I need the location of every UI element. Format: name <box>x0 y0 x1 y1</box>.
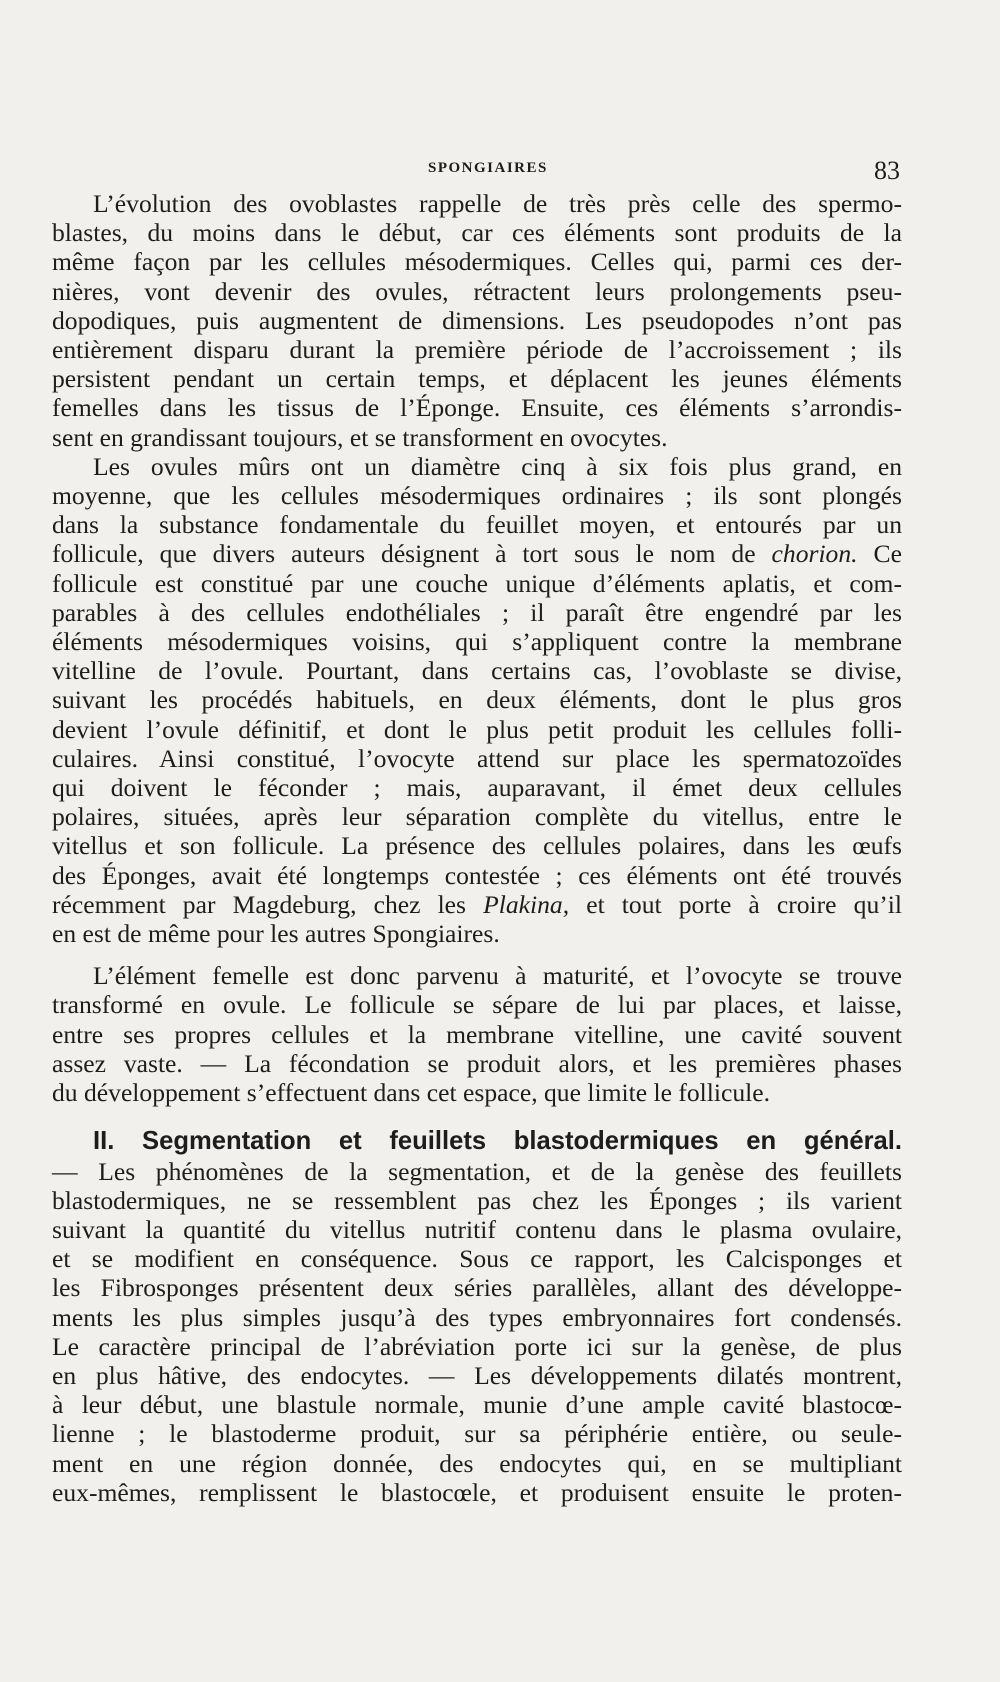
text-line: en plus hâtive, des endocytes. — Les développements dilatés montrent, <box>52 1360 902 1390</box>
text-line: ments les plus simples jusqu’à des types embryonnaires fort condensés. <box>52 1302 902 1332</box>
paragraph-2 <box>52 452 902 948</box>
running-head: SPONGIAIRES <box>428 160 548 176</box>
text-line: — Les phénomènes de la segmentation, et de la genèse des feuillets <box>52 1156 902 1186</box>
text-line: même façon par les cellules mésodermiques. Celles qui, parmi ces der- <box>52 247 902 277</box>
text-line: des Éponges, avait été longtemps contestée ; ces éléments ont été trouvés <box>52 860 902 890</box>
paragraph-1 <box>52 189 902 452</box>
text-line: à leur début, une blastule normale, munie d’une ample cavité blastocœ- <box>52 1390 902 1420</box>
text-line: entièrement disparu durant la première période de l’accroissement ; ils <box>52 335 902 365</box>
text-line: Les ovules mûrs ont un diamètre cinq à six fois plus grand, en <box>93 451 902 481</box>
text-line: parables à des cellules endothéliales ; il paraît être engendré par les <box>52 597 902 627</box>
text-line: polaires, situées, après leur séparation complète du vitellus, entre le <box>52 802 902 832</box>
text-line: vitelline de l’ovule. Pourtant, dans certains cas, l’ovoblaste se divise, <box>52 656 902 686</box>
text-line: Le caractère principal de l’abréviation porte ici sur la genèse, de plus <box>52 1331 902 1361</box>
text-line: lienne ; le blastoderme produit, sur sa périphérie entière, ou seule- <box>52 1419 902 1449</box>
text-segment: follicule, que divers auteurs désignent à tort sous le nom de <box>52 539 772 569</box>
text-line: ment en une région donnée, des endocytes qui, en se multipliant <box>52 1448 902 1478</box>
text-line: suivant la quantité du vitellus nutritif contenu dans le plasma ovulaire, <box>52 1214 902 1244</box>
text-line: suivant les procédés habituels, en deux éléments, dont le plus gros <box>52 685 902 715</box>
text-line: L’évolution des ovoblastes rappelle de très près celle des spermo- <box>93 189 902 218</box>
text-segment: et tout porte à croire qu’il <box>569 889 902 919</box>
text-line: dans la substance fondamentale du feuillet moyen, et entourés par un <box>52 510 902 540</box>
body-text <box>52 189 902 1507</box>
text-line: sent en grandissant toujours, et se transforment en ovocytes. <box>52 422 668 452</box>
text-line: persistent pendant un certain temps, et déplacent les jeunes éléments <box>52 364 902 394</box>
text-line: blastodermiques, ne se ressemblent pas chez les Éponges ; ils varient <box>52 1185 902 1215</box>
text-line: L’élément femelle est donc parvenu à maturité, et l’ovocyte se trouve <box>93 961 902 991</box>
text-line: éléments mésodermiques voisins, qui s’appliquent contre la membrane <box>52 627 902 657</box>
text-line: femelles dans les tissus de l’Éponge. Ensuite, ces éléments s’arrondis- <box>52 393 902 423</box>
text-line: en est de même pour les autres Spongiaires. <box>52 919 500 949</box>
text-line: vitellus et son follicule. La présence des cellules polaires, dans les œufs <box>52 831 902 861</box>
section-heading: II. Segmentation et feuillets blastodermiques en général. <box>93 1127 902 1156</box>
text-line: follicule est constitué par une couche unique d’éléments aplatis, et com- <box>52 568 902 598</box>
text-line: assez vaste. — La fécondation se produit alors, et les premières phases <box>52 1048 902 1078</box>
italic-term-chorion: chorion. <box>771 539 858 569</box>
text-line: eux-mêmes, remplissent le blastocœle, et produisent ensuite le proten- <box>52 1477 902 1507</box>
text-line: et se modifient en conséquence. Sous ce rapport, les Calcisponges et <box>52 1244 902 1274</box>
text-line: dopodiques, puis augmentent de dimensions. Les pseudopodes n’ont pas <box>52 305 902 335</box>
paragraph-3 <box>52 961 902 1107</box>
text-line: devient l’ovule définitif, et dont le plus petit produit les cellules folli- <box>52 714 902 744</box>
text-line: les Fibrosponges présentent deux séries parallèles, allant des développe- <box>52 1273 902 1303</box>
text-line <box>52 890 902 919</box>
text-line: culaires. Ainsi constitué, l’ovocyte attend sur place les spermatozoïdes <box>52 743 902 773</box>
text-segment: Ce <box>857 539 902 569</box>
text-line: blastes, du moins dans le début, car ces éléments sont produits de la <box>52 218 902 248</box>
text-line: nières, vont devenir des ovules, rétractent leurs prolongements pseu- <box>52 276 902 306</box>
text-line: qui doivent le féconder ; mais, auparavant, il émet deux cellules <box>52 773 902 803</box>
section-ii <box>52 1127 902 1507</box>
text-line: transformé en ovule. Le follicule se sépare de lui par places, et laisse, <box>52 990 902 1020</box>
text-line: moyenne, que les cellules mésodermiques ordinaires ; ils sont plongés <box>52 481 902 511</box>
text-line: entre ses propres cellules et la membrane vitelline, une cavité souvent <box>52 1019 902 1049</box>
text-segment: récemment par Magdeburg, chez les <box>52 889 484 919</box>
page-number: 83 <box>874 156 900 185</box>
italic-term-plakina: Plakina, <box>483 889 570 919</box>
text-line: du développement s’effectuent dans cet espace, que limite le follicule. <box>52 1078 770 1108</box>
text-line <box>52 539 902 568</box>
